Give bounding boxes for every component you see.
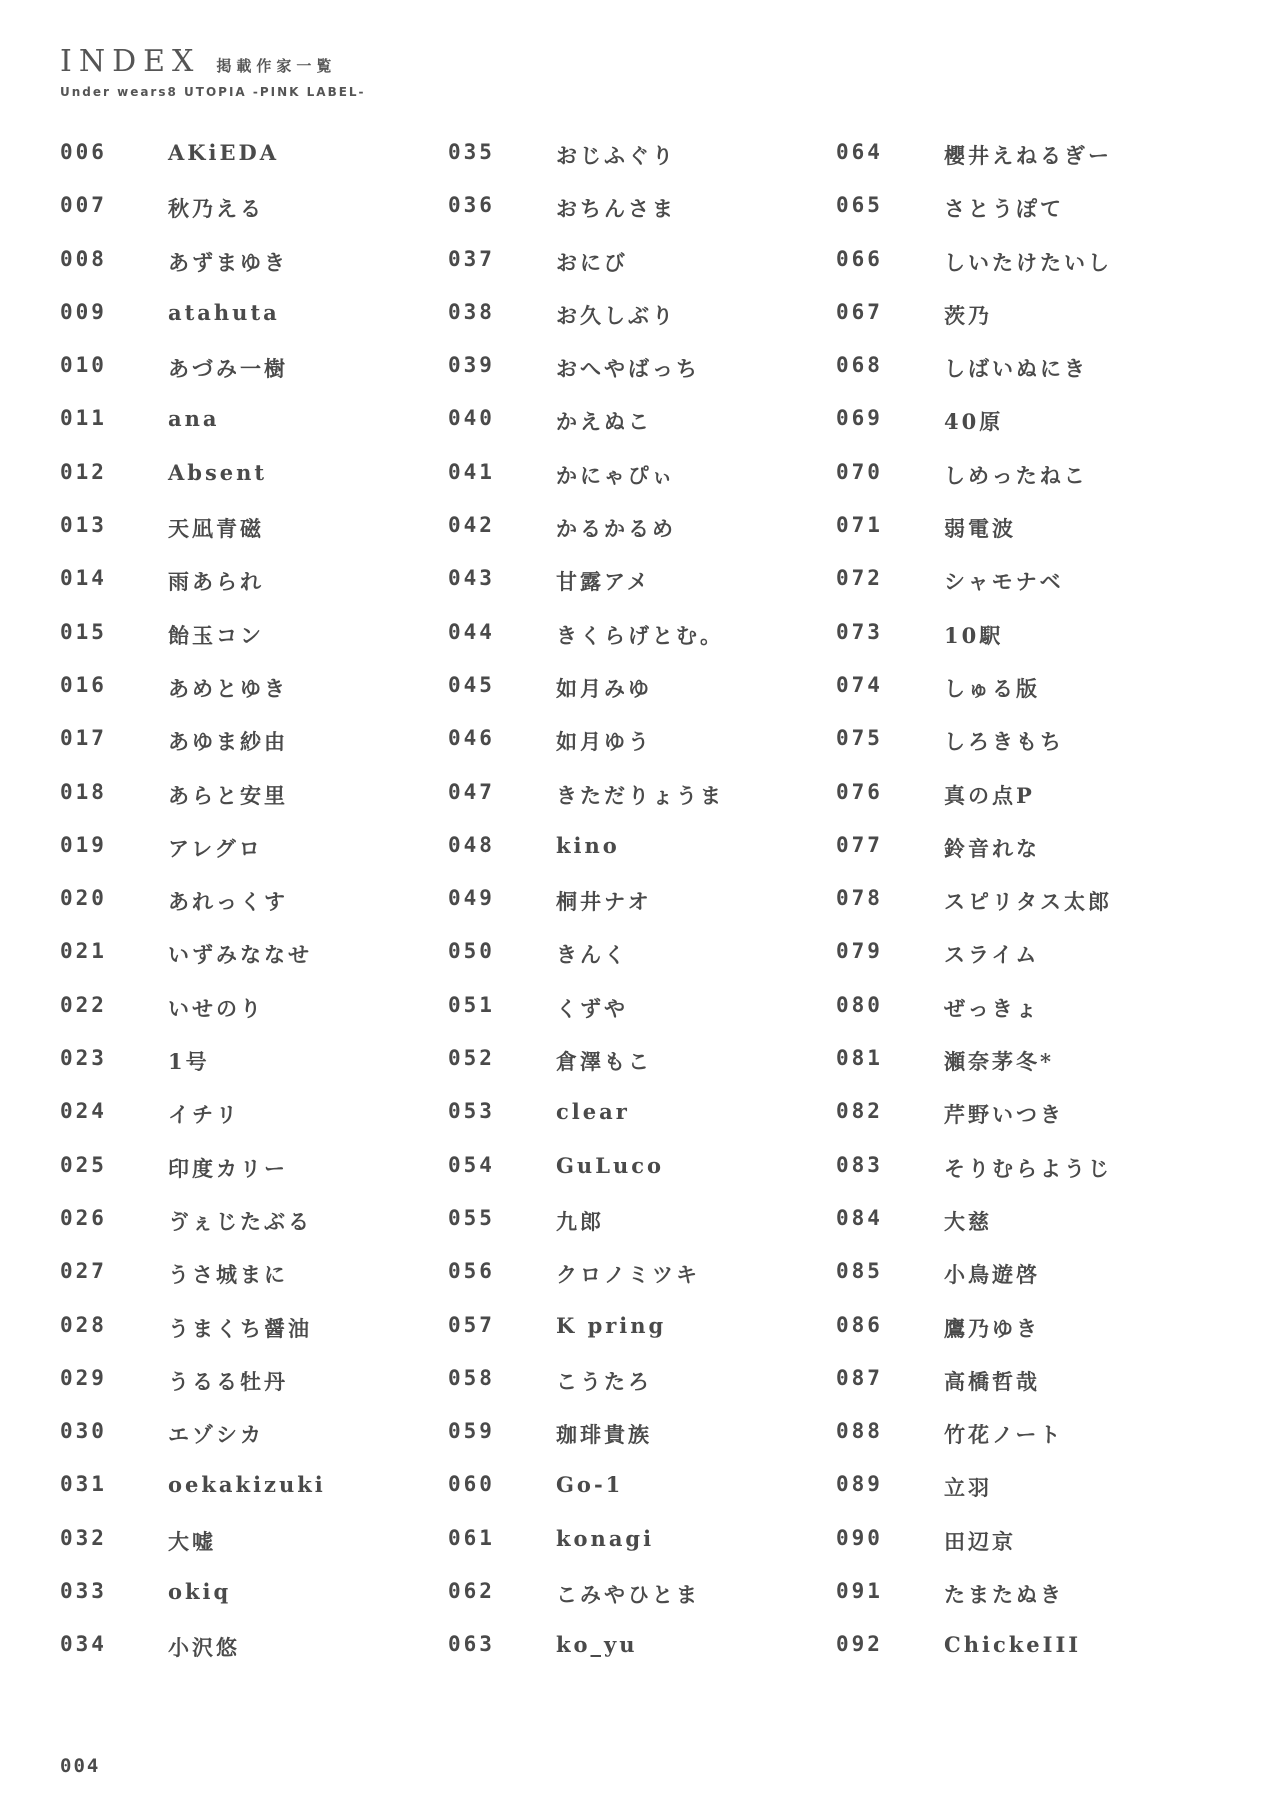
entry-author-name: 鷹乃ゆき [944, 1315, 1040, 1341]
entry-author-name: おにび [556, 249, 628, 275]
entry-author-name: あらと安里 [168, 782, 288, 808]
entry-author-name: しろきもち [944, 729, 1064, 755]
index-header [60, 44, 366, 99]
index-entry [448, 1526, 836, 1579]
index-entry [60, 993, 448, 1046]
entry-author-name: こうたろ [556, 1368, 652, 1394]
index-entry [60, 1206, 448, 1259]
entry-page-number: 075 [836, 726, 883, 751]
entry-page-number: 020 [60, 886, 107, 911]
index-entry [60, 1579, 448, 1632]
index-entry [60, 247, 448, 300]
entry-page-number: 049 [448, 886, 495, 911]
index-entry [60, 300, 448, 353]
entry-author-name: 鈴音れな [944, 835, 1040, 861]
entry-page-number: 038 [448, 299, 495, 324]
entry-author-name: 弱電波 [944, 516, 1016, 542]
entry-page-number: 088 [836, 1419, 883, 1444]
entry-author-name: イチリ [168, 1102, 240, 1128]
entry-author-name: GuLuco [556, 1152, 665, 1178]
entry-author-name: おへやばっち [556, 356, 700, 382]
entry-author-name: 珈琲貴族 [556, 1422, 652, 1448]
entry-page-number: 025 [60, 1152, 107, 1177]
index-entry [836, 406, 1224, 459]
index-subtitle: 掲載作家一覧 [216, 57, 337, 75]
entry-author-name: くずや [556, 995, 628, 1021]
entry-page-number: 050 [448, 939, 495, 964]
entry-page-number: 017 [60, 726, 107, 751]
entry-page-number: 055 [448, 1205, 495, 1230]
entry-page-number: 009 [60, 299, 107, 324]
entry-author-name: あめとゆき [168, 675, 288, 701]
entry-page-number: 008 [60, 246, 107, 271]
entry-author-name: konagi [556, 1525, 655, 1551]
entry-author-name: 田辺京 [944, 1528, 1016, 1554]
entry-author-name: うさ城まに [168, 1262, 288, 1288]
entry-author-name: ana [168, 406, 220, 432]
entry-page-number: 058 [448, 1365, 495, 1390]
entry-page-number: 080 [836, 992, 883, 1017]
entry-page-number: 015 [60, 619, 107, 644]
entry-page-number: 053 [448, 1099, 495, 1124]
entry-author-name: かえぬこ [556, 409, 652, 435]
entry-author-name: あれっくす [168, 889, 288, 915]
index-entry [448, 1153, 836, 1206]
entry-page-number: 065 [836, 193, 883, 218]
entry-author-name: ゔぇじたぶる [168, 1208, 312, 1234]
entry-page-number: 039 [448, 353, 495, 378]
index-entry [448, 1366, 836, 1419]
index-entry [60, 353, 448, 406]
entry-page-number: 072 [836, 566, 883, 591]
entry-author-name: そりむらようじ [944, 1155, 1112, 1181]
entry-author-name: きただりょうま [556, 782, 724, 808]
entry-page-number: 092 [836, 1632, 883, 1657]
index-entry [836, 1366, 1224, 1419]
entry-author-name: かるかるめ [556, 516, 676, 542]
entry-page-number: 018 [60, 779, 107, 804]
index-entry [448, 300, 836, 353]
entry-author-name: お久しぶり [556, 302, 676, 328]
entry-author-name: 10駅 [944, 622, 1004, 648]
entry-author-name: たまたぬき [944, 1582, 1064, 1608]
entry-page-number: 048 [448, 832, 495, 857]
entry-page-number: 033 [60, 1579, 107, 1604]
entry-page-number: 012 [60, 459, 107, 484]
entry-page-number: 014 [60, 566, 107, 591]
entry-page-number: 090 [836, 1525, 883, 1550]
index-entry [448, 513, 836, 566]
entry-author-name: かにゃぴぃ [556, 462, 676, 488]
entry-page-number: 054 [448, 1152, 495, 1177]
index-entry [836, 1313, 1224, 1366]
index-entry [60, 513, 448, 566]
index-entry [60, 1099, 448, 1152]
entry-page-number: 077 [836, 832, 883, 857]
index-entry [448, 620, 836, 673]
index-entry [836, 460, 1224, 513]
index-column [60, 140, 448, 1686]
index-title: INDEX [60, 44, 201, 79]
entry-page-number: 028 [60, 1312, 107, 1337]
index-entry [448, 1259, 836, 1312]
entry-author-name: 秋乃える [168, 196, 264, 222]
entry-author-name: 竹花ノート [944, 1422, 1064, 1448]
index-entry [448, 886, 836, 939]
entry-page-number: 022 [60, 992, 107, 1017]
index-entry [836, 1259, 1224, 1312]
entry-page-number: 016 [60, 672, 107, 697]
entry-author-name: 大嘘 [168, 1528, 216, 1554]
index-entry [836, 193, 1224, 246]
index-column [448, 140, 836, 1686]
entry-author-name: うまくち醤油 [168, 1315, 312, 1341]
index-entry [836, 886, 1224, 939]
index-entry [60, 1153, 448, 1206]
index-entry [60, 1313, 448, 1366]
index-entry [60, 406, 448, 459]
entry-author-name: okiq [168, 1579, 232, 1605]
index-entry [836, 1419, 1224, 1472]
index-entry [836, 1526, 1224, 1579]
entry-author-name: あゆま紗由 [168, 729, 288, 755]
entry-author-name: Go-1 [556, 1472, 624, 1498]
entry-author-name: さとうぽて [944, 196, 1064, 222]
index-entry [60, 1046, 448, 1099]
index-entry [448, 1472, 836, 1525]
index-entry [836, 1153, 1224, 1206]
entry-author-name: しいたけたいし [944, 249, 1112, 275]
entry-page-number: 070 [836, 459, 883, 484]
entry-author-name: ChickeIII [944, 1632, 1082, 1658]
entry-author-name: ぜっきょ [944, 995, 1040, 1021]
entry-author-name: 天凪青磁 [168, 516, 264, 542]
entry-author-name: 印度カリー [168, 1155, 288, 1181]
entry-page-number: 006 [60, 140, 107, 164]
entry-page-number: 082 [836, 1099, 883, 1124]
entry-author-name: 九郎 [556, 1208, 604, 1234]
entry-page-number: 026 [60, 1205, 107, 1230]
entry-author-name: 芹野いつき [944, 1102, 1064, 1128]
index-entry [448, 939, 836, 992]
entry-page-number: 044 [448, 619, 495, 644]
entry-author-name: しばいぬにき [944, 356, 1088, 382]
entry-page-number: 086 [836, 1312, 883, 1337]
entry-author-name: Absent [168, 459, 268, 485]
entry-page-number: 081 [836, 1046, 883, 1071]
index-entry [836, 620, 1224, 673]
entry-author-name: いずみななせ [168, 942, 312, 968]
entry-page-number: 024 [60, 1099, 107, 1124]
index-entry [448, 780, 836, 833]
entry-author-name: あづみ一樹 [168, 356, 288, 382]
index-entry [836, 673, 1224, 726]
entry-author-name: きんく [556, 942, 628, 968]
index-entry [836, 566, 1224, 619]
index-entry [60, 726, 448, 779]
entry-page-number: 030 [60, 1419, 107, 1444]
index-entry [60, 1419, 448, 1472]
entry-author-name: 桐井ナオ [556, 889, 652, 915]
entry-author-name: しめったねこ [944, 462, 1088, 488]
entry-author-name: おちんさま [556, 196, 676, 222]
entry-page-number: 089 [836, 1472, 883, 1497]
entry-page-number: 069 [836, 406, 883, 431]
index-entry [60, 833, 448, 886]
entry-page-number: 064 [836, 140, 883, 164]
entry-author-name: 飴玉コン [168, 622, 264, 648]
entry-page-number: 083 [836, 1152, 883, 1177]
entry-author-name: 1号 [168, 1049, 210, 1075]
entry-page-number: 079 [836, 939, 883, 964]
entry-author-name: 甘露アメ [556, 569, 651, 595]
entry-page-number: 007 [60, 193, 107, 218]
index-entry [836, 726, 1224, 779]
entry-author-name: エゾシカ [168, 1422, 264, 1448]
entry-page-number: 019 [60, 832, 107, 857]
index-entry [836, 1206, 1224, 1259]
entry-page-number: 046 [448, 726, 495, 751]
entry-author-name: こみやひとま [556, 1582, 700, 1608]
entry-author-name: atahuta [168, 299, 280, 325]
index-entry [60, 193, 448, 246]
entry-author-name: ko_yu [556, 1632, 638, 1658]
index-entry [836, 993, 1224, 1046]
index-entry [836, 1472, 1224, 1525]
entry-author-name: シャモナベ [944, 569, 1064, 595]
entry-author-name: おじふぐり [556, 143, 676, 168]
entry-page-number: 068 [836, 353, 883, 378]
entry-page-number: 071 [836, 513, 883, 538]
index-entry [448, 406, 836, 459]
index-entry [836, 1579, 1224, 1632]
entry-author-name: 40原 [944, 409, 1004, 435]
entry-page-number: 032 [60, 1525, 107, 1550]
author-index-columns [60, 140, 1224, 1686]
entry-page-number: 076 [836, 779, 883, 804]
entry-author-name: oekakizuki [168, 1472, 326, 1498]
entry-author-name: clear [556, 1099, 630, 1125]
index-entry [448, 247, 836, 300]
index-entry [448, 193, 836, 246]
entry-page-number: 043 [448, 566, 495, 591]
entry-page-number: 073 [836, 619, 883, 644]
index-entry [836, 140, 1224, 193]
index-entry [448, 140, 836, 193]
index-entry [60, 780, 448, 833]
index-entry [60, 886, 448, 939]
entry-page-number: 060 [448, 1472, 495, 1497]
entry-author-name: kino [556, 832, 620, 858]
entry-page-number: 011 [60, 406, 107, 431]
entry-page-number: 021 [60, 939, 107, 964]
index-entry [448, 726, 836, 779]
entry-page-number: 010 [60, 353, 107, 378]
entry-author-name: 倉澤もこ [556, 1049, 652, 1075]
entry-page-number: 057 [448, 1312, 495, 1337]
entry-page-number: 078 [836, 886, 883, 911]
index-caption: Under wears8 UTOPIA -PINK LABEL- [60, 85, 366, 99]
entry-page-number: 023 [60, 1046, 107, 1071]
index-column [836, 140, 1224, 1686]
page-number: 004 [60, 1755, 101, 1777]
entry-page-number: 074 [836, 672, 883, 697]
entry-author-name: AKiEDA [168, 140, 280, 165]
entry-page-number: 052 [448, 1046, 495, 1071]
entry-page-number: 037 [448, 246, 495, 271]
entry-page-number: 091 [836, 1579, 883, 1604]
entry-page-number: 013 [60, 513, 107, 538]
index-entry [448, 1579, 836, 1632]
index-entry [60, 460, 448, 513]
entry-page-number: 084 [836, 1205, 883, 1230]
entry-author-name: あずまゆき [168, 249, 288, 275]
index-entry [60, 1632, 448, 1685]
index-entry [60, 620, 448, 673]
index-entry [448, 1099, 836, 1152]
index-entry [448, 1419, 836, 1472]
entry-page-number: 041 [448, 459, 495, 484]
index-entry [448, 1313, 836, 1366]
entry-author-name: クロノミツキ [556, 1262, 700, 1288]
index-entry [60, 1259, 448, 1312]
entry-author-name: 瀬奈茅冬* [944, 1049, 1054, 1075]
entry-author-name: 高橋哲哉 [944, 1368, 1040, 1394]
entry-author-name: K pring [556, 1312, 667, 1338]
entry-author-name: 真の点P [944, 782, 1035, 808]
entry-page-number: 056 [448, 1259, 495, 1284]
entry-author-name: うるる牡丹 [168, 1368, 288, 1394]
entry-page-number: 051 [448, 992, 495, 1017]
entry-page-number: 027 [60, 1259, 107, 1284]
index-entry [448, 1206, 836, 1259]
index-entry [60, 1526, 448, 1579]
index-entry [836, 1046, 1224, 1099]
index-entry [836, 1632, 1224, 1685]
entry-author-name: きくらげとむ。 [556, 622, 724, 648]
entry-page-number: 034 [60, 1632, 107, 1657]
entry-author-name: 如月みゆ [556, 675, 652, 701]
entry-author-name: 立羽 [944, 1475, 992, 1501]
entry-page-number: 067 [836, 299, 883, 324]
entry-author-name: 如月ゆう [556, 729, 652, 755]
entry-page-number: 061 [448, 1525, 495, 1550]
index-entry [60, 673, 448, 726]
title-row [60, 44, 366, 79]
index-entry [448, 833, 836, 886]
index-entry [60, 566, 448, 619]
index-entry [448, 566, 836, 619]
entry-page-number: 031 [60, 1472, 107, 1497]
entry-page-number: 066 [836, 246, 883, 271]
entry-author-name: アレグロ [168, 835, 263, 861]
entry-author-name: しゅる版 [944, 675, 1040, 701]
index-entry [448, 460, 836, 513]
index-entry [836, 513, 1224, 566]
index-entry [60, 939, 448, 992]
entry-page-number: 047 [448, 779, 495, 804]
index-entry [836, 247, 1224, 300]
entry-author-name: 櫻井えねるぎー [944, 143, 1112, 168]
entry-author-name: 雨あられ [168, 569, 264, 595]
index-entry [448, 1632, 836, 1685]
index-entry [448, 993, 836, 1046]
entry-page-number: 040 [448, 406, 495, 431]
index-entry [836, 353, 1224, 406]
index-entry [60, 1472, 448, 1525]
index-entry [836, 300, 1224, 353]
entry-author-name: 大慈 [944, 1208, 992, 1234]
entry-author-name: 小沢悠 [168, 1635, 240, 1661]
index-entry [448, 353, 836, 406]
index-entry [836, 833, 1224, 886]
entry-page-number: 087 [836, 1365, 883, 1390]
index-entry [60, 1366, 448, 1419]
entry-author-name: スピリタス太郎 [944, 889, 1112, 915]
index-entry [448, 673, 836, 726]
entry-page-number: 063 [448, 1632, 495, 1657]
entry-author-name: いせのり [168, 995, 264, 1021]
entry-author-name: 茨乃 [944, 302, 992, 328]
entry-page-number: 036 [448, 193, 495, 218]
index-entry [836, 780, 1224, 833]
entry-page-number: 029 [60, 1365, 107, 1390]
index-entry [836, 939, 1224, 992]
entry-page-number: 045 [448, 672, 495, 697]
index-entry [60, 140, 448, 193]
entry-author-name: 小鳥遊啓 [944, 1262, 1040, 1288]
entry-page-number: 059 [448, 1419, 495, 1444]
entry-author-name: スライム [944, 942, 1040, 968]
entry-page-number: 042 [448, 513, 495, 538]
index-entry [448, 1046, 836, 1099]
entry-page-number: 035 [448, 140, 495, 164]
entry-page-number: 085 [836, 1259, 883, 1284]
entry-page-number: 062 [448, 1579, 495, 1604]
index-entry [836, 1099, 1224, 1152]
